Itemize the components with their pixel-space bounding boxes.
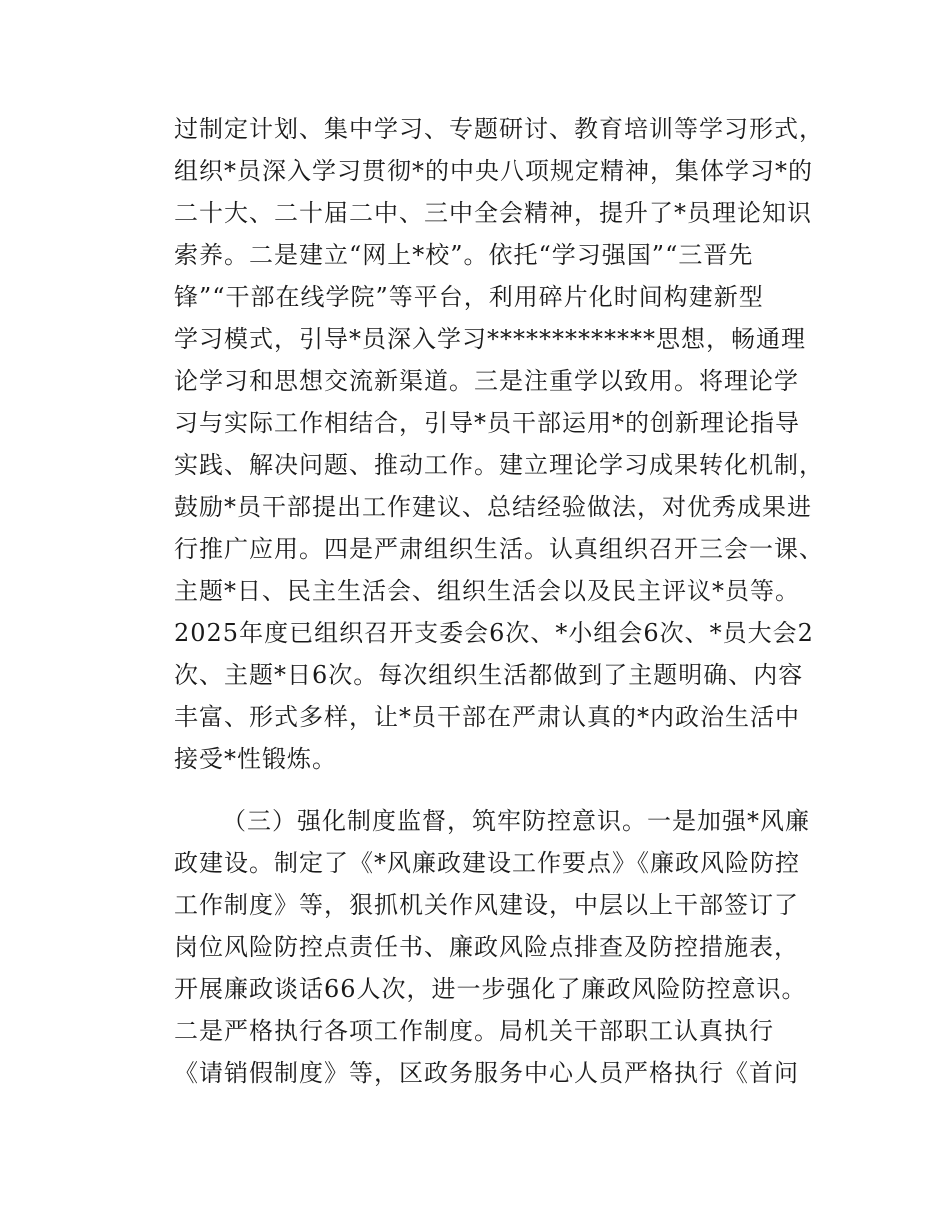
text-line: 行推广应用。四是严肃组织生活。认真组织召开三会一课、 — [174, 535, 824, 563]
text-line: （三）强化制度监督，筑牢防控意识。一是加强*风廉 — [222, 807, 810, 835]
text-line: 论学习和思想交流新渠道。三是注重学以致用。将理论学 — [174, 367, 799, 395]
text-line: 习与实际工作相结合，引导*员干部运用*的创新理论指导 — [174, 409, 800, 437]
text-line: 鼓励*员干部提出工作建议、总结经验做法，对优秀成果进 — [174, 493, 812, 521]
document-body — [174, 108, 824, 1094]
text-line: 接受*性锻炼。 — [174, 745, 337, 773]
text-line: 主题*日、民主生活会、组织生活会以及民主评议*员等。 — [174, 577, 800, 605]
text-line: 次、主题*日6次。每次组织生活都做到了主题明确、内容 — [174, 661, 804, 689]
paragraph-1 — [174, 108, 824, 780]
text-line: 开展廉政谈话66人次，进一步强化了廉政风险防控意识。 — [174, 975, 807, 1003]
text-line: 2025年度已组织召开支委会6次、*小组会6次、*员大会2 — [174, 619, 814, 647]
text-line: 锋”“干部在线学院”等平台，利用碎片化时间构建新型 — [174, 283, 764, 311]
paragraph-2 — [174, 800, 814, 1094]
text-line: 二是严格执行各项工作制度。局机关干部职工认真执行 — [174, 1017, 774, 1045]
paragraph-gap — [174, 780, 814, 800]
text-line: 政建设。制定了《*风廉政建设工作要点》《廉政风险防控 — [174, 849, 800, 877]
text-line: 索养。二是建立“网上*校”。依托“学习强国”“三晋先 — [174, 241, 754, 269]
text-line: 《请销假制度》等，区政务服务中心人员严格执行《首问 — [174, 1059, 799, 1087]
text-line: 丰富、形式多样，让*员干部在严肃认真的*内政治生活中 — [174, 703, 800, 731]
text-line: 组织*员深入学习贯彻*的中央八项规定精神，集体学习*的 — [174, 157, 813, 185]
text-line: 岗位风险防控点责任书、廉政风险点排查及防控措施表， — [174, 933, 799, 961]
text-line: 二十大、二十届二中、三中全会精神，提升了*员理论知识 — [174, 199, 812, 227]
text-line: 工作制度》等，狠抓机关作风建设，中层以上干部签订了 — [174, 891, 799, 919]
text-line: 学习模式，引导*员深入学习*************思想，畅通理 — [174, 325, 806, 353]
text-line: 过制定计划、集中学习、专题研讨、教育培训等学习形式， — [174, 115, 824, 143]
text-line: 实践、解决问题、推动工作。建立理论学习成果转化机制， — [174, 451, 824, 479]
